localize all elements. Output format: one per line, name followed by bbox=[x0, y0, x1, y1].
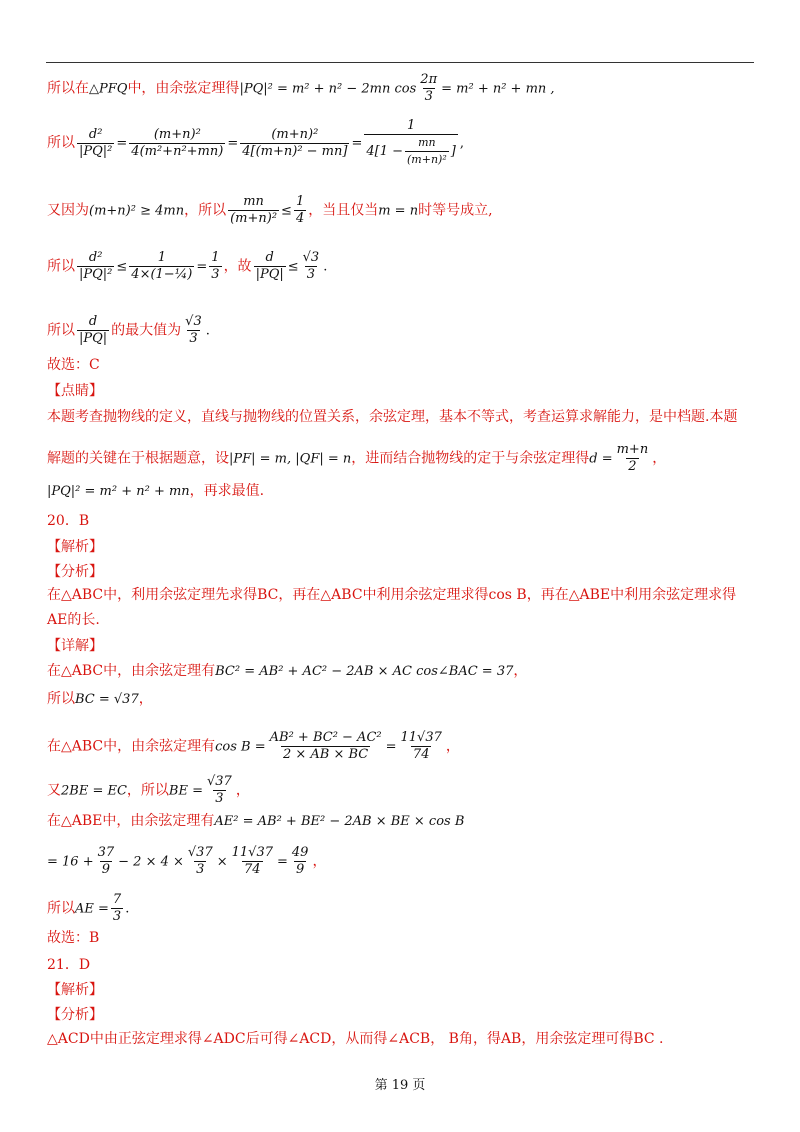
fraction bbox=[111, 892, 123, 925]
math: |PF| = m, |QF| = n bbox=[229, 451, 352, 467]
detail-line-7 bbox=[47, 892, 129, 925]
text: ， bbox=[312, 853, 327, 870]
detail-line-5 bbox=[47, 812, 464, 831]
math: = bbox=[277, 854, 288, 870]
answer-choice-19: 故选：C bbox=[47, 357, 100, 373]
numerator: 1 bbox=[157, 250, 166, 265]
math: AE = bbox=[75, 901, 109, 917]
analysis-line-1: 在△ABC中，利用余弦定理先求得BC，再在△ABC中利用余弦定理求得cos B，再在△ABE中利用余弦定理求得 bbox=[47, 587, 737, 603]
math: cos B = bbox=[215, 739, 266, 755]
math: 2BE = EC bbox=[61, 783, 127, 799]
numerator: (m+n)² bbox=[271, 126, 319, 142]
text: 所以 bbox=[47, 322, 75, 339]
detail-line-6 bbox=[47, 845, 326, 878]
text: 的最大值为 bbox=[111, 322, 182, 339]
section-heading-fenxi: 【分析】 bbox=[47, 564, 103, 580]
text: ，当且仅当 bbox=[308, 202, 379, 219]
fraction bbox=[129, 127, 225, 160]
numerator: d² bbox=[88, 126, 103, 142]
math: ≤ bbox=[116, 259, 128, 275]
text: ，进而结合抛物线的定于与余弦定理得 bbox=[351, 450, 590, 467]
fraction bbox=[399, 730, 444, 763]
fraction bbox=[77, 127, 114, 160]
math: . bbox=[205, 323, 210, 339]
solution-line-3 bbox=[47, 194, 493, 227]
inner-fraction bbox=[405, 135, 449, 168]
term: 1 − bbox=[379, 144, 404, 159]
numerator: d bbox=[265, 250, 274, 265]
text: ， bbox=[235, 782, 250, 799]
numerator: 7 bbox=[112, 892, 122, 907]
numerator: 37 bbox=[97, 845, 115, 860]
detail-line-3 bbox=[47, 730, 460, 763]
fraction bbox=[615, 442, 651, 475]
analysis-21-line-1: △ACD中由正弦定理求得∠ADC后可得∠ACD，从而得∠ACB， B角，得AB，用余弦定理可得BC . bbox=[47, 1031, 664, 1047]
denominator: |PQ|² bbox=[79, 143, 113, 159]
numerator: m+n bbox=[616, 442, 649, 457]
section-heading-fenxi-21: 【分析】 bbox=[47, 1007, 103, 1023]
text: 又因为 bbox=[47, 202, 89, 219]
text: 在△ABC中，由余弦定理有 bbox=[47, 738, 216, 755]
denominator: 4×(1−¼) bbox=[131, 267, 193, 282]
denominator: 3 bbox=[196, 862, 205, 877]
math: . bbox=[323, 259, 328, 275]
text: ，所以 bbox=[184, 202, 227, 219]
math: − 2 × 4 × bbox=[118, 854, 184, 870]
fraction bbox=[364, 118, 457, 168]
text: 所以 bbox=[47, 135, 75, 151]
detail-line-2 bbox=[47, 690, 153, 709]
numerator: 11√37 bbox=[231, 845, 273, 860]
text: ，再求最值. bbox=[189, 483, 265, 499]
text: 时等号成立, bbox=[418, 202, 493, 219]
math: BC = √37 bbox=[75, 692, 139, 707]
math: d = bbox=[589, 451, 613, 467]
solution-line-1 bbox=[47, 72, 555, 105]
answer-choice-20: 故选：B bbox=[47, 930, 100, 946]
question-number-21: 21．D bbox=[47, 957, 91, 973]
numerator: 49 bbox=[291, 845, 309, 860]
numerator: 1 bbox=[406, 118, 416, 133]
fraction bbox=[230, 845, 275, 878]
math: = bbox=[385, 739, 397, 755]
denominator: (m+n)² bbox=[230, 211, 278, 226]
fraction bbox=[77, 314, 109, 347]
numerator: √37 bbox=[207, 774, 232, 789]
fraction bbox=[301, 250, 322, 283]
section-heading-dianjing: 【点睛】 bbox=[47, 383, 103, 399]
denominator: 3 bbox=[424, 89, 433, 104]
denominator: |PQ| bbox=[79, 331, 108, 346]
fraction bbox=[240, 127, 349, 160]
fraction bbox=[205, 774, 234, 807]
numerator: √3 bbox=[185, 314, 202, 329]
math: = 16 + bbox=[47, 854, 94, 870]
denominator: 9 bbox=[101, 862, 110, 877]
fraction bbox=[294, 194, 306, 227]
denominator: 3 bbox=[189, 331, 198, 346]
text: ， bbox=[513, 663, 528, 679]
fraction bbox=[129, 250, 194, 283]
math: ≤ bbox=[281, 203, 292, 219]
numerator: 1 bbox=[211, 250, 220, 265]
denominator: 74 bbox=[244, 862, 261, 877]
numerator: mn bbox=[243, 194, 264, 209]
text: 又 bbox=[47, 782, 61, 799]
text: 在△ABC中，由余弦定理有 bbox=[47, 663, 216, 679]
detail-line-1 bbox=[47, 662, 527, 681]
math: ≤ bbox=[287, 259, 299, 275]
denominator: 3 bbox=[306, 267, 316, 282]
question-number-20: 20．B bbox=[47, 513, 90, 529]
numerator: 11√37 bbox=[400, 730, 442, 745]
fraction bbox=[418, 72, 439, 105]
math: = m² + n² + mn , bbox=[441, 81, 555, 97]
math: AE² = AB² + BE² − 2AB × BE × cos B bbox=[214, 814, 465, 829]
math: × bbox=[216, 854, 228, 870]
text: ， bbox=[445, 738, 460, 755]
text: ，故 bbox=[223, 258, 252, 275]
math: m = n bbox=[378, 203, 419, 219]
math: = bbox=[196, 259, 208, 275]
solution-line-2: 所以 $\frac{\text{d²}}{\text{|PQ|²}}$ = $\frac{\text{(m+n)²}}{\text{4(m²+n²+mn)}}$ = $\frac{\text{(m+n)²}}{\text{4[(m+n)² − mn]}}$ = 1 4[1 − $\frac{mn}{\text{(m+n)²}}$ ] , bbox=[47, 118, 464, 166]
denominator: 2 bbox=[628, 459, 637, 474]
comment-line-2 bbox=[47, 442, 666, 475]
fraction bbox=[209, 250, 221, 283]
text: 所以 bbox=[47, 900, 75, 917]
denominator: 74 bbox=[412, 747, 430, 762]
math: |PQ|² = m² + n² − 2mn cos bbox=[239, 81, 417, 97]
detail-line-4 bbox=[47, 774, 250, 807]
coef: 4 bbox=[366, 144, 375, 159]
math: |PQ|² = m² + n² + mn bbox=[47, 484, 190, 499]
denominator: 4[1 − $\frac{mn}{\text{(m+n)²}}$ ] bbox=[366, 136, 456, 166]
denominator: 4 bbox=[295, 211, 305, 226]
text: 所以 bbox=[47, 258, 75, 275]
text: ，所以 bbox=[126, 782, 169, 799]
numerator: d bbox=[88, 314, 98, 329]
numerator: AB² + BC² − AC² bbox=[269, 730, 382, 745]
numerator: (m+n)² bbox=[153, 126, 201, 142]
section-heading-jiexi: 【解析】 bbox=[47, 539, 103, 555]
comment-line-3 bbox=[47, 482, 264, 501]
denominator: |PQ|² bbox=[79, 267, 113, 282]
text: 所以在 bbox=[47, 80, 89, 97]
math: . bbox=[125, 901, 130, 917]
text: 所以 bbox=[47, 691, 75, 707]
fraction bbox=[77, 250, 114, 283]
text: 解题的关键在于根据题意，设 bbox=[47, 450, 229, 467]
numerator: d² bbox=[88, 250, 103, 265]
fraction bbox=[290, 845, 311, 878]
text: ， bbox=[138, 691, 153, 707]
denominator: 3 bbox=[215, 791, 224, 806]
math: BE = bbox=[168, 783, 203, 799]
math: △PFQ bbox=[89, 81, 128, 97]
denominator: 2 × AB × BC bbox=[282, 747, 369, 762]
denominator: 3 bbox=[211, 267, 220, 282]
text: 在△ABE中，由余弦定理有 bbox=[47, 813, 215, 829]
numerator: 2π bbox=[420, 72, 438, 87]
header-rule bbox=[46, 62, 754, 63]
section-heading-jiexi-21: 【解析】 bbox=[47, 982, 103, 998]
denominator: 3 bbox=[112, 909, 122, 924]
fraction bbox=[96, 845, 117, 878]
comment-line-1: 本题考查抛物线的定义，直线与抛物线的位置关系，余弦定理，基本不等式，考查运算求解能力，是中档题.本题 bbox=[47, 409, 738, 425]
numerator: √37 bbox=[187, 845, 213, 860]
solution-line-5 bbox=[47, 314, 210, 347]
solution-line-4 bbox=[47, 250, 327, 283]
numerator: mn bbox=[418, 136, 436, 149]
text: ， bbox=[652, 450, 667, 467]
denominator: 4[(m+n)² − mn] bbox=[242, 143, 348, 159]
math: BC² = AB² + AC² − 2AB × AC cos∠BAC = 37 bbox=[215, 664, 514, 679]
numerator: √3 bbox=[302, 250, 320, 265]
page-number: 第 19 页 bbox=[374, 1078, 426, 1093]
text: 中，由余弦定理得 bbox=[127, 80, 240, 97]
denominator: 4(m²+n²+mn) bbox=[131, 143, 224, 159]
math: (m+n)² ≥ 4mn bbox=[89, 203, 185, 219]
fraction bbox=[183, 314, 204, 347]
fraction bbox=[254, 250, 286, 283]
fraction bbox=[268, 730, 384, 763]
numerator: 1 bbox=[295, 194, 305, 209]
fraction bbox=[186, 845, 215, 878]
fraction bbox=[228, 194, 279, 227]
analysis-line-2: AE的长. bbox=[47, 612, 100, 628]
denominator: 9 bbox=[296, 862, 305, 877]
denominator: |PQ| bbox=[255, 267, 284, 282]
denominator: (m+n)² bbox=[407, 153, 447, 166]
section-heading-xiangjie: 【详解】 bbox=[47, 638, 103, 654]
